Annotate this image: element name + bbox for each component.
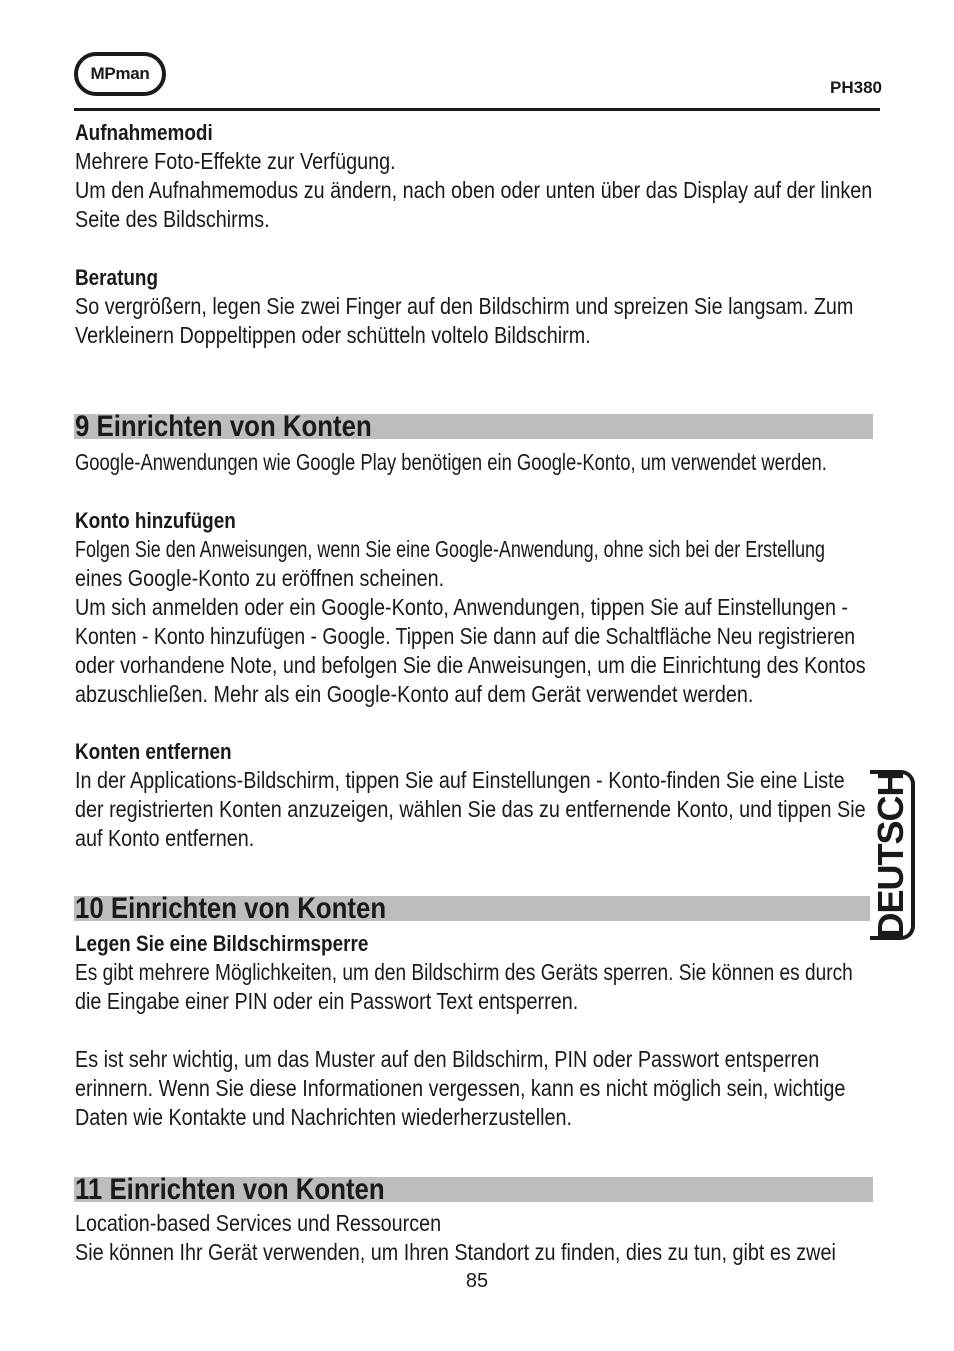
language-side-tab xyxy=(870,770,915,940)
section-10-title: 10 Einrichten von Konten xyxy=(75,892,387,925)
section-bildschirmsperre xyxy=(75,929,954,1016)
section-9-intro xyxy=(75,448,954,477)
text-line: Seite des Bildschirms. xyxy=(75,206,270,232)
section-bildschirmsperre-hinweis xyxy=(75,1045,954,1132)
text-line: Um den Aufnahmemodus zu ändern, nach oben oder unten über das Display auf der linken xyxy=(75,177,873,203)
logo-text: MPman xyxy=(90,64,150,83)
text-line: Folgen Sie den Anweisungen, wenn Sie eine Google-Anwendung, ohne sich bei der Erstellung xyxy=(75,536,826,562)
text-line: der registrierten Konten anzuzeigen, wählen Sie das zu entfernende Konto, und tippen Sie xyxy=(75,796,866,822)
text-line: Google-Anwendungen wie Google Play benötigen ein Google-Konto, um verwendet werden. xyxy=(75,449,827,475)
section-konto-hinzufuegen xyxy=(75,506,954,709)
section-aufnahmemodi xyxy=(75,118,954,234)
text-line: abzuschließen. Mehr als ein Google-Konto auf dem Gerät verwendet werden. xyxy=(75,681,754,707)
section-konten-entfernen xyxy=(75,737,954,853)
heading-bildschirmsperre: Legen Sie eine Bildschirmsperre xyxy=(75,931,369,956)
heading-konto-hinzufuegen: Konto hinzufügen xyxy=(75,508,236,533)
page-number: 85 xyxy=(465,1270,489,1292)
text-line: Es ist sehr wichtig, um das Muster auf den Bildschirm, PIN oder Passwort entsperren xyxy=(75,1046,820,1072)
text-line: auf Konto entfernen. xyxy=(75,825,255,851)
text-line: Konten - Konto hinzufügen - Google. Tippen Sie dann auf die Schaltfläche Neu registrieren xyxy=(75,623,856,649)
heading-konten-entfernen: Konten entfernen xyxy=(75,739,232,764)
mpman-logo xyxy=(74,52,166,96)
section-9-title: 9 Einrichten von Konten xyxy=(75,410,372,443)
text-line: eines Google-Konto zu eröffnen scheinen. xyxy=(75,565,445,591)
text-line: Daten wie Kontakte und Nachrichten wiederherzustellen. xyxy=(75,1104,572,1130)
text-line: Verkleinern Doppeltippen oder schütteln voltelo Bildschirm. xyxy=(75,322,591,348)
text-line: Sie können Ihr Gerät verwenden, um Ihren Standort zu finden, dies zu tun, gibt es zwei xyxy=(75,1239,836,1265)
heading-beratung: Beratung xyxy=(75,265,159,290)
heading-aufnahmemodi: Aufnahmemodi xyxy=(75,120,213,145)
text-line: die Eingabe einer PIN oder ein Passwort Text entsperren. xyxy=(75,988,579,1014)
text-line: oder vorhandene Note, und befolgen Sie die Anweisungen, um die Einrichtung des Kontos xyxy=(75,652,866,678)
section-location xyxy=(75,1209,954,1267)
section-11-title: 11 Einrichten von Konten xyxy=(75,1173,385,1206)
text-line: In der Applications-Bildschirm, tippen Sie auf Einstellungen - Konto-finden Sie eine Liste xyxy=(75,767,845,793)
text-line: Mehrere Foto-Effekte zur Verfügung. xyxy=(75,148,396,174)
header-divider xyxy=(74,108,880,111)
model-number: PH380 xyxy=(830,78,882,97)
text-line: Es gibt mehrere Möglichkeiten, um den Bildschirm des Geräts sperren. Sie können es durch xyxy=(75,959,853,985)
section-beratung xyxy=(75,263,954,350)
text-line: Um sich anmelden oder ein Google-Konto, Anwendungen, tippen Sie auf Einstellungen - xyxy=(75,594,849,620)
language-label: DEUTSCH xyxy=(869,771,911,939)
text-line: Location-based Services und Ressourcen xyxy=(75,1210,442,1236)
text-line: So vergrößern, legen Sie zwei Finger auf den Bildschirm und spreizen Sie langsam. Zum xyxy=(75,293,854,319)
text-line: erinnern. Wenn Sie diese Informationen vergessen, kann es nicht möglich sein, wichtige xyxy=(75,1075,846,1101)
